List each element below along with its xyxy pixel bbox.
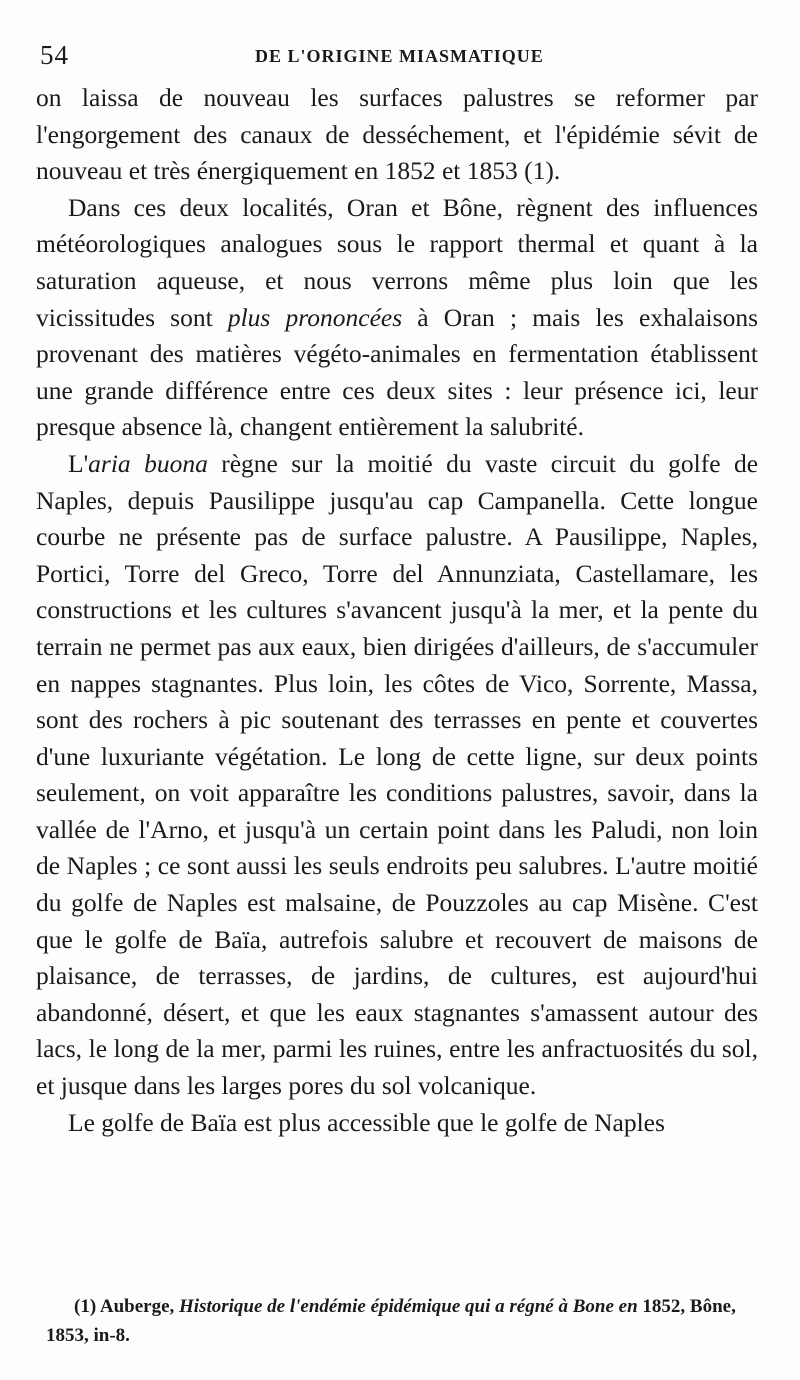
footnote-text: (1) Auberge, <box>74 1296 180 1317</box>
paragraph-4 <box>36 1105 758 1142</box>
footnote-title: Historique de l'endémie épidémique qui a régné à Bone en <box>179 1296 638 1317</box>
paragraph-text: règne sur la moitié du vaste circuit du golfe de Naples, depuis Pausilippe jusqu'au cap Campanella. Cette longue courbe ne présente pas de surface palustre. A Pausilippe, Naples, Portici, Torre del Greco, Torre del Annunziata, Castellamare, les constructions et les cultures s'avancent jusqu'à la mer, et la pente du terrain ne permet pas aux eaux, bien dirigées d'ailleurs, de s'accumuler en nappes stagnantes. Plus loin, les côtes de Vico, Sorrente, Massa, sont des rochers à pic soutenant des terrasses en pente et couvertes d'une luxuriante végétation. Le long de cette ligne, sur deux points seulement, on voit apparaître les conditions palustres, savoir, dans la vallée de l'Arno, et jusqu'à un certain point dans les Paludi, non loin de Naples ; ce sont aussi les seuls endroits peu salubres. L'autre moitié du golfe de Naples est malsaine, de Pouzzoles au cap Misène. C'est que le golfe de Baïa, autrefois salubre et recouvert de maisons de plaisance, de terrasses, de jardins, de cultures, est aujourd'hui abandonné, désert, et que les eaux stagnantes s'amassent autour des lacs, le long de la mer, parmi les ruines, entre les anfractuosités du sol, et jusque dans les larges pores du sol volcanique. <box>36 448 759 1101</box>
paragraph-2 <box>36 190 758 446</box>
paragraph-text: L' <box>68 448 89 478</box>
footnotes <box>46 1292 758 1350</box>
footnote-1 <box>46 1292 758 1350</box>
running-head <box>40 40 760 76</box>
footnote-text: 1852, Bône, 1853, in-8. <box>46 1296 736 1346</box>
paragraph-text: à Oran ; mais les exhalaisons provenant des matières végéto-animales en fermentation établissent une grande différence entre ces deux sites : leur présence ici, leur presque absence là, changent entièrement la salubrité. <box>36 302 758 442</box>
paragraph-3 <box>36 446 758 1105</box>
italic-phrase: plus prononcées <box>227 302 403 332</box>
body-text <box>36 80 758 1141</box>
paragraph-text: Dans ces deux localités, Oran et Bône, règnent des influences météorologiques analogues sous le rapport thermal et quant à la saturation aqueuse, et nous verrons même plus loin que les vicissitudes sont <box>36 192 758 332</box>
paragraph-text: Le golfe de Baïa est plus accessible que le golfe de Naples <box>68 1107 665 1137</box>
page-number: 54 <box>40 40 69 70</box>
running-title: DE L'ORIGINE MIASMATIQUE <box>255 46 544 66</box>
italic-phrase: aria buona <box>88 448 208 478</box>
paragraph-1 <box>36 80 758 190</box>
paragraph-text: on laissa de nouveau les surfaces palustres se reformer par l'engorgement des canaux de desséchement, et l'épidémie sévit de nouveau et très énergiquement en 1852 et 1853 (1). <box>36 83 758 186</box>
